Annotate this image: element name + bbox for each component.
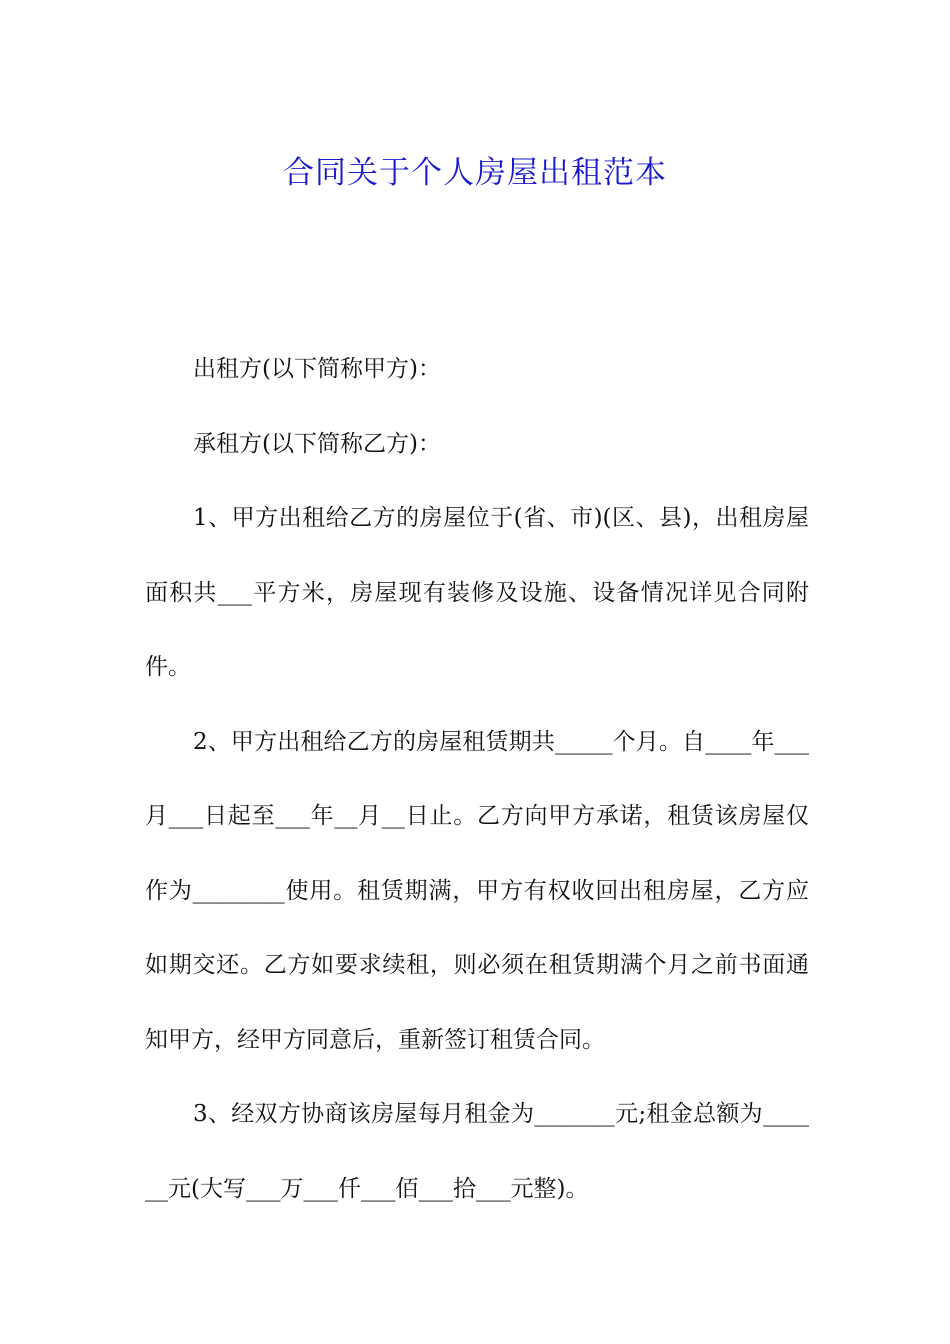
- paragraph-clause-3: 3、经双方协商该房屋每月租金为_______元;租金总额为______元(大写___万___仟___佰___拾___元整)。: [145, 1101, 809, 1202]
- paragraph-clause-1: 1、甲方出租给乙方的房屋位于(省、市)(区、县)，出租房屋面积共___平方米，房屋现有装修及设施、设备情况详见合同附件。: [145, 505, 809, 680]
- paragraph-lessor: 出租方(以下简称甲方)：: [193, 356, 441, 382]
- document-body: [145, 332, 809, 1226]
- paragraph-clause-2: 2、甲方出租给乙方的房屋租赁期共_____个月。自____年___月___日起至___年__月__日止。乙方向甲方承诺，租赁该房屋仅作为________使用。租赁期满，甲方有权收回出租房屋，乙方应如期交还。乙方如要求续租，则必须在租赁期满个月之前书面通知甲方，经甲方同意后，重新签订租赁合同。: [145, 728, 809, 1053]
- paragraph-lessee: 承租方(以下简称乙方)：: [193, 430, 441, 457]
- document-title: 合同关于个人房屋出租范本: [283, 154, 667, 191]
